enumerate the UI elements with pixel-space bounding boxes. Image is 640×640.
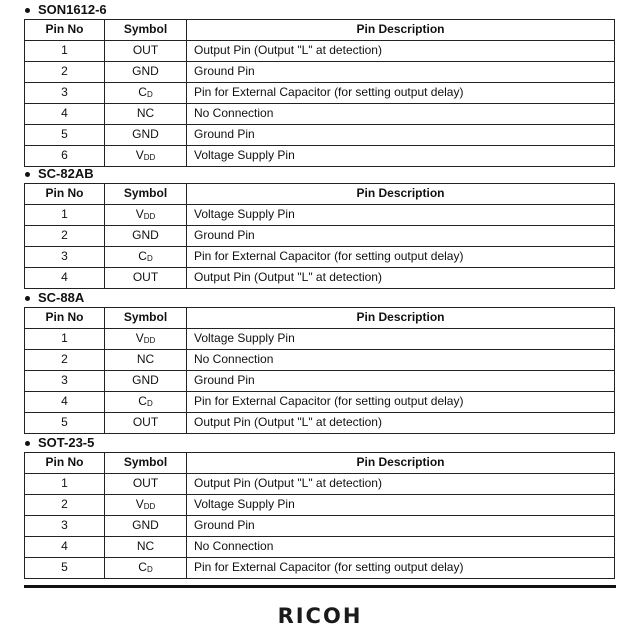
ricoh-logo: RICOH — [277, 604, 363, 628]
header-pin-no: Pin No — [25, 308, 105, 329]
pin-number: 3 — [25, 515, 105, 536]
section-title-text: SC-88A — [38, 290, 85, 305]
pin-description: Output Pin (Output "L" at detection) — [187, 473, 615, 494]
table-row — [25, 145, 615, 166]
pin-description: Ground Pin — [187, 124, 615, 145]
pin-description: Pin for External Capacitor (for setting output delay) — [187, 557, 615, 578]
pin-description: Output Pin (Output "L" at detection) — [187, 412, 615, 433]
pin-description: Voltage Supply Pin — [187, 494, 615, 515]
pin-description: Voltage Supply Pin — [187, 204, 615, 225]
pin-number: 1 — [25, 40, 105, 61]
pin-description: Ground Pin — [187, 225, 615, 246]
table-header-row — [25, 20, 615, 41]
section-title — [24, 434, 614, 452]
pin-number: 6 — [25, 145, 105, 166]
bullet-icon — [25, 172, 30, 177]
pin-symbol: GND — [105, 124, 187, 145]
pin-number: 2 — [25, 494, 105, 515]
table-row — [25, 124, 615, 145]
pin-number: 4 — [25, 536, 105, 557]
pin-description: Ground Pin — [187, 61, 615, 82]
pin-description: Pin for External Capacitor (for setting output delay) — [187, 82, 615, 103]
pin-number: 1 — [25, 328, 105, 349]
pin-description: Pin for External Capacitor (for setting output delay) — [187, 391, 615, 412]
pin-number: 5 — [25, 412, 105, 433]
pin-number: 5 — [25, 124, 105, 145]
pin-number: 2 — [25, 349, 105, 370]
table-row — [25, 473, 615, 494]
pin-number: 1 — [25, 204, 105, 225]
pin-description: Ground Pin — [187, 515, 615, 536]
table-header-row — [25, 453, 615, 474]
pin-table — [24, 452, 615, 579]
pin-description: Output Pin (Output "L" at detection) — [187, 267, 615, 288]
header-symbol: Symbol — [105, 453, 187, 474]
pin-table — [24, 307, 615, 434]
pin-number: 3 — [25, 246, 105, 267]
table-row — [25, 225, 615, 246]
table-header-row — [25, 308, 615, 329]
header-symbol: Symbol — [105, 20, 187, 41]
section-sc-88a — [24, 289, 614, 434]
bullet-icon — [25, 441, 30, 446]
pin-description: No Connection — [187, 536, 615, 557]
pin-number: 1 — [25, 473, 105, 494]
section-title-text: SON1612-6 — [38, 2, 107, 17]
table-row — [25, 557, 615, 578]
footer-divider — [24, 585, 616, 588]
pin-number: 5 — [25, 557, 105, 578]
header-pin-no: Pin No — [25, 453, 105, 474]
pin-symbol: OUT — [105, 40, 187, 61]
pin-table — [24, 19, 615, 167]
table-row — [25, 391, 615, 412]
section-title — [24, 165, 614, 183]
table-row — [25, 246, 615, 267]
table-row — [25, 370, 615, 391]
pin-description: Ground Pin — [187, 370, 615, 391]
pin-number: 3 — [25, 82, 105, 103]
pin-description: No Connection — [187, 103, 615, 124]
section-sc-82ab — [24, 165, 614, 289]
pin-description: Output Pin (Output "L" at detection) — [187, 40, 615, 61]
pin-symbol: VDD — [105, 145, 187, 166]
section-title-text: SOT-23-5 — [38, 435, 95, 450]
bullet-icon — [25, 8, 30, 13]
table-row — [25, 204, 615, 225]
pin-symbol: CD — [105, 391, 187, 412]
pin-number: 4 — [25, 391, 105, 412]
section-title — [24, 1, 614, 19]
section-title — [24, 289, 614, 307]
table-header-row — [25, 184, 615, 205]
pin-symbol: NC — [105, 103, 187, 124]
header-symbol: Symbol — [105, 308, 187, 329]
pin-symbol: OUT — [105, 267, 187, 288]
table-row — [25, 267, 615, 288]
pin-symbol: GND — [105, 225, 187, 246]
pin-symbol: VDD — [105, 328, 187, 349]
table-row — [25, 328, 615, 349]
pin-number: 4 — [25, 103, 105, 124]
pin-symbol: NC — [105, 536, 187, 557]
pin-symbol: GND — [105, 61, 187, 82]
header-description: Pin Description — [187, 20, 615, 41]
header-pin-no: Pin No — [25, 20, 105, 41]
table-row — [25, 61, 615, 82]
pin-number: 4 — [25, 267, 105, 288]
pin-description: Pin for External Capacitor (for setting output delay) — [187, 246, 615, 267]
section-title-text: SC-82AB — [38, 166, 94, 181]
pin-number: 2 — [25, 225, 105, 246]
pin-symbol: NC — [105, 349, 187, 370]
pin-symbol: GND — [105, 370, 187, 391]
pin-table — [24, 183, 615, 289]
header-pin-no: Pin No — [25, 184, 105, 205]
table-row — [25, 515, 615, 536]
header-description: Pin Description — [187, 184, 615, 205]
table-row — [25, 349, 615, 370]
pin-description: Voltage Supply Pin — [187, 145, 615, 166]
pin-symbol: VDD — [105, 204, 187, 225]
pin-symbol: CD — [105, 82, 187, 103]
pin-symbol: GND — [105, 515, 187, 536]
pin-description: No Connection — [187, 349, 615, 370]
section-son1612-6 — [24, 1, 614, 167]
pin-symbol: OUT — [105, 412, 187, 433]
header-symbol: Symbol — [105, 184, 187, 205]
table-row — [25, 412, 615, 433]
table-row — [25, 103, 615, 124]
pin-symbol: OUT — [105, 473, 187, 494]
bullet-icon — [25, 296, 30, 301]
header-description: Pin Description — [187, 453, 615, 474]
table-row — [25, 82, 615, 103]
table-row — [25, 40, 615, 61]
table-row — [25, 536, 615, 557]
pin-symbol: CD — [105, 246, 187, 267]
pin-number: 2 — [25, 61, 105, 82]
pin-symbol: CD — [105, 557, 187, 578]
header-description: Pin Description — [187, 308, 615, 329]
pin-number: 3 — [25, 370, 105, 391]
table-row — [25, 494, 615, 515]
pin-description: Voltage Supply Pin — [187, 328, 615, 349]
section-sot-23-5 — [24, 434, 614, 579]
pin-symbol: VDD — [105, 494, 187, 515]
